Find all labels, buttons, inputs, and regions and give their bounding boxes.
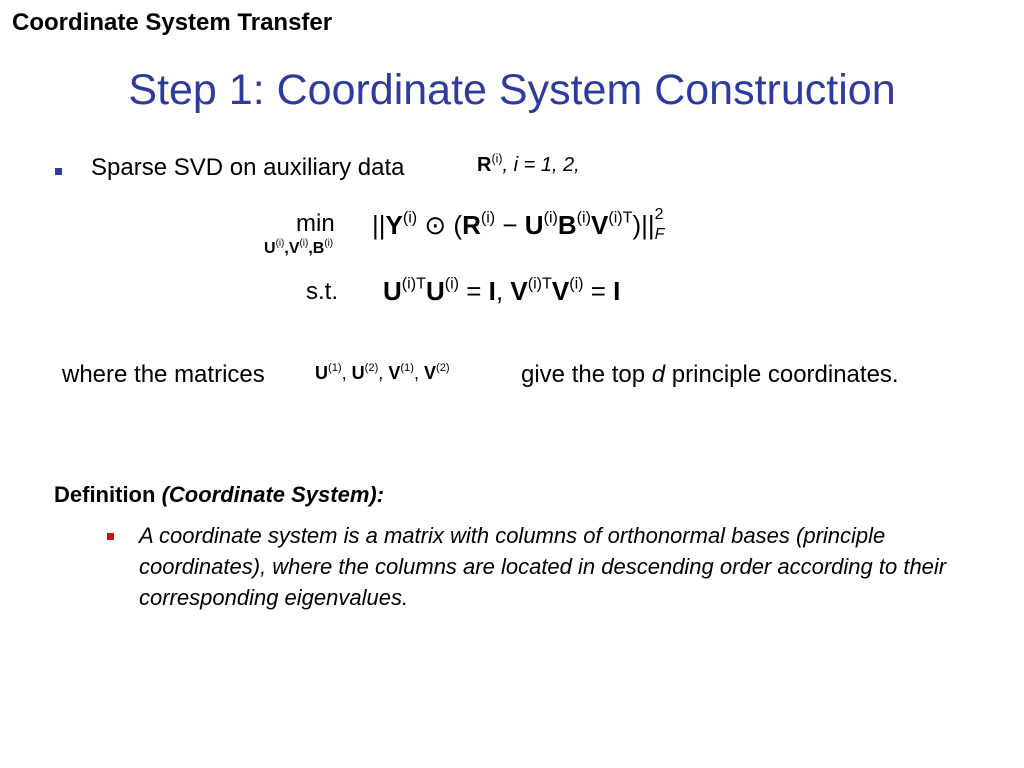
where-tail: principle coordinates. <box>671 361 899 388</box>
c-I2: I <box>613 276 621 306</box>
norm-close: )|| <box>632 210 655 240</box>
c-U2-sup: (i) <box>444 274 460 293</box>
definition-label-italic: (Coordinate System): <box>161 482 385 507</box>
sub-B: ,B <box>308 240 325 257</box>
sym-V-sup: (i)T <box>608 208 633 227</box>
where-suffix <box>521 361 899 389</box>
c-V1: V <box>510 276 528 306</box>
sym-R-sup: (i) <box>480 208 496 227</box>
sym-V: V <box>590 210 609 240</box>
c-eq2: = <box>583 276 614 306</box>
objective-expression <box>372 206 673 243</box>
c-U2: U <box>425 276 445 306</box>
sub-U: U <box>264 240 276 257</box>
sym-U-sup: (i) <box>543 208 558 227</box>
m-V1: V <box>388 363 401 383</box>
definition-text: A coordinate system is a matrix with columns of orthonormal bases (principle coordinates), where the columns are located in descending order according to their corresponding eigenvalues. <box>139 523 947 610</box>
m-U2: U <box>351 363 365 383</box>
sym-Y: Y <box>385 210 403 240</box>
sub-U-sup: (i) <box>275 238 285 250</box>
sym-U: U <box>524 210 544 240</box>
where-d: d <box>651 361 666 388</box>
m-sep2: , <box>378 363 389 383</box>
m-U1: U <box>315 363 328 383</box>
m-U2-sup: (2) <box>364 362 379 375</box>
min-word: min <box>296 210 335 237</box>
c-U1-sup: (i)T <box>401 274 426 293</box>
min-subscript <box>264 240 333 258</box>
math-R: R <box>477 154 492 176</box>
c-I1: I <box>488 276 496 306</box>
c-eq1: = <box>459 276 489 306</box>
m-V2-sup: (2) <box>436 362 450 375</box>
bullet-square-icon <box>55 168 62 175</box>
constraint-expression <box>383 276 620 307</box>
m-sep1: , <box>341 363 352 383</box>
norm-scripts <box>654 206 673 243</box>
where-prefix: where the matrices <box>62 361 265 388</box>
sub-V-sup: (i) <box>299 238 309 250</box>
constraint-st: s.t. <box>306 278 339 305</box>
sym-B-sup: (i) <box>576 208 591 227</box>
header-title: Coordinate System Transfer <box>12 9 333 36</box>
c-U1: U <box>383 276 402 306</box>
where-middle: give the top <box>521 361 646 388</box>
sym-R: R <box>462 210 481 240</box>
m-U1-sup: (1) <box>328 362 342 375</box>
math-i-eq: , i = 1, 2, <box>502 154 580 176</box>
bullet-red-square-icon <box>107 533 114 540</box>
definition-heading <box>54 482 384 508</box>
odot-open: ⊙ ( <box>417 210 463 240</box>
sym-B: B <box>557 210 577 240</box>
c-V2: V <box>551 276 570 306</box>
c-V1-sup: (i)T <box>527 274 552 293</box>
slide-title: Step 1: Coordinate System Construction <box>128 66 896 114</box>
m-V1-sup: (1) <box>400 362 414 375</box>
bullet-text-sparse-svd: Sparse SVD on auxiliary data <box>91 154 405 181</box>
sub-V: ,V <box>284 240 300 257</box>
c-comma: , <box>495 276 511 306</box>
bullet-math-r <box>477 151 580 177</box>
norm-open: || <box>372 210 386 240</box>
norm-sub: F <box>654 226 665 243</box>
norm-sup: 2 <box>654 206 664 223</box>
m-V2: V <box>423 363 436 383</box>
sym-Y-sup: (i) <box>402 208 418 227</box>
math-R-sup: (i) <box>491 151 503 166</box>
minus: − <box>495 210 525 240</box>
where-matrices <box>315 363 450 384</box>
sub-B-sup: (i) <box>324 238 334 250</box>
c-V2-sup: (i) <box>569 274 584 293</box>
definition-label: Definition <box>54 482 156 507</box>
m-sep3: , <box>413 363 424 383</box>
